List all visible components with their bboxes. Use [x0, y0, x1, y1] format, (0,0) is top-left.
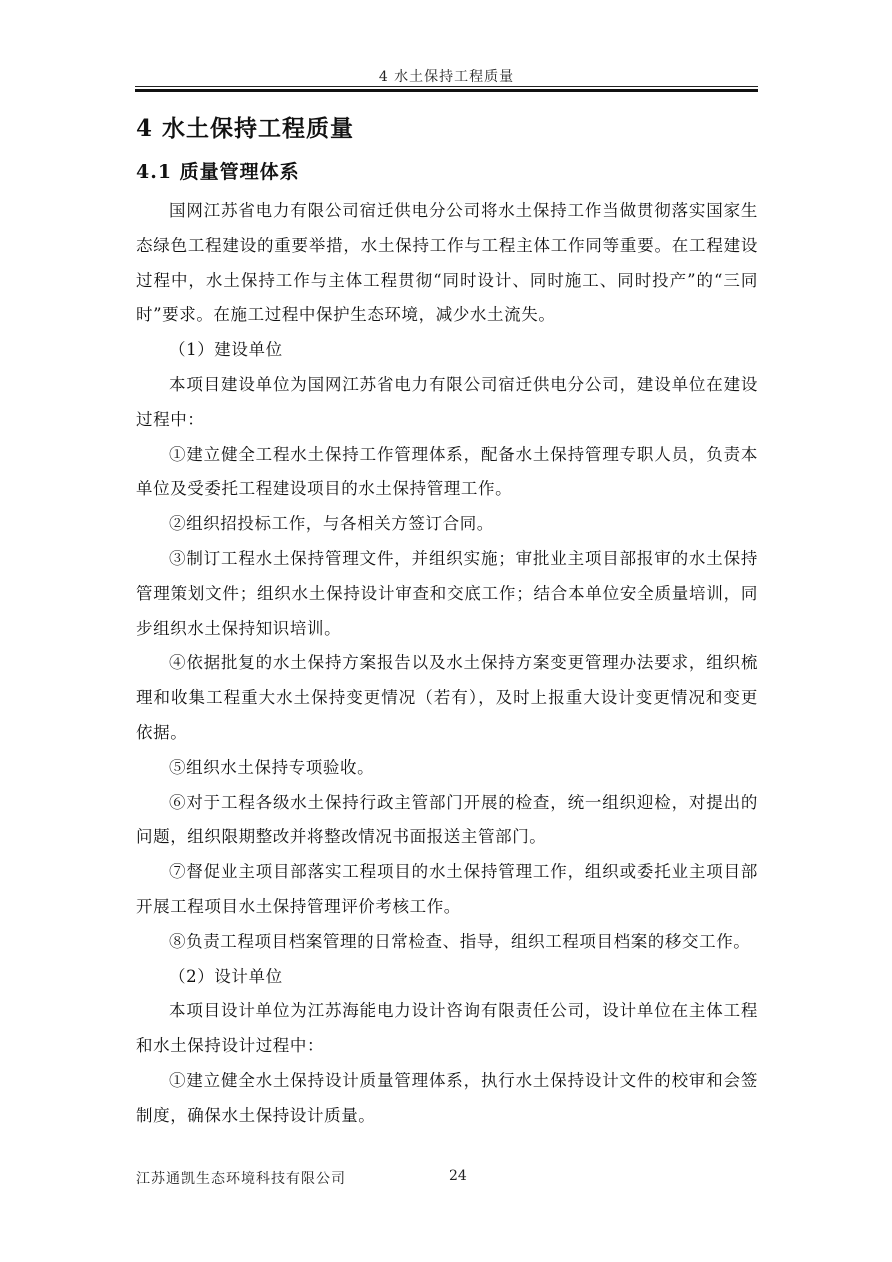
- list-item: ④依据批复的水土保持方案报告以及水土保持方案变更管理办法要求，组织梳理和收集工程重大水土保持变更情况（若有），及时上报重大设计变更情况和变更依据。: [136, 653, 758, 742]
- header-rule-thin: [135, 86, 758, 87]
- paragraph-design-unit: 本项目设计单位为江苏海能电力设计咨询有限责任公司，设计单位在主体工程和水土保持设计过程中：: [136, 1001, 758, 1056]
- paragraph-intro: 国网江苏省电力有限公司宿迁供电分公司将水土保持工作当做贯彻落实国家生态绿色工程建设的重要举措，水土保持工作与工程主体工作同等重要。在工程建设过程中，水土保持工作与主体工程贯彻“同时设计、同时施工、同时投产”的“三同时”要求。在施工过程中保护生态环境，减少水土流失。: [136, 201, 758, 325]
- chapter-heading: 4 水土保持工程质量: [136, 115, 355, 142]
- list-item: ⑧负责工程项目档案管理的日常检查、指导，组织工程项目档案的移交工作。: [169, 931, 751, 951]
- page-number: 24: [449, 1168, 467, 1184]
- section-heading: 4.1 质量管理体系: [136, 161, 300, 183]
- list-item: ⑥对于工程各级水土保持行政主管部门开展的检查，统一组织迎检，对提出的问题，组织限期整改并将整改情况书面报送主管部门。: [136, 792, 758, 847]
- footer-company: 江苏通凯生态环境科技有限公司: [136, 1171, 346, 1187]
- list-item: ⑦督促业主项目部落实工程项目的水土保持管理工作，组织或委托业主项目部开展工程项目水土保持管理评价考核工作。: [136, 862, 758, 916]
- list-item: ①建立健全水土保持设计质量管理体系，执行水土保持设计文件的校审和会签制度，确保水土保持设计质量。: [136, 1070, 758, 1125]
- list-item: ②组织招投标工作，与各相关方签订合同。: [169, 514, 494, 534]
- list-item: ⑤组织水土保持专项验收。: [169, 757, 375, 777]
- running-header: 4 水土保持工程质量: [378, 69, 515, 85]
- list-item: ①建立健全工程水土保持工作管理体系，配备水土保持管理专职人员，负责本单位及受委托工程建设项目的水土保持管理工作。: [136, 444, 758, 499]
- header-rule-thick: [135, 89, 758, 92]
- list-item: ③制订工程水土保持管理文件，并组织实施；审批业主项目部报审的水土保持管理策划文件；组织水土保持设计审查和交底工作；结合本单位安全质量培训，同步组织水土保持知识培训。: [136, 548, 758, 638]
- subheading-design-unit: （2）设计单位: [169, 966, 283, 986]
- subheading-construction-unit: （1）建设单位: [169, 340, 283, 360]
- body-text: [136, 194, 758, 1134]
- paragraph-construction-unit: 本项目建设单位为国网江苏省电力有限公司宿迁供电分公司，建设单位在建设过程中：: [136, 374, 758, 429]
